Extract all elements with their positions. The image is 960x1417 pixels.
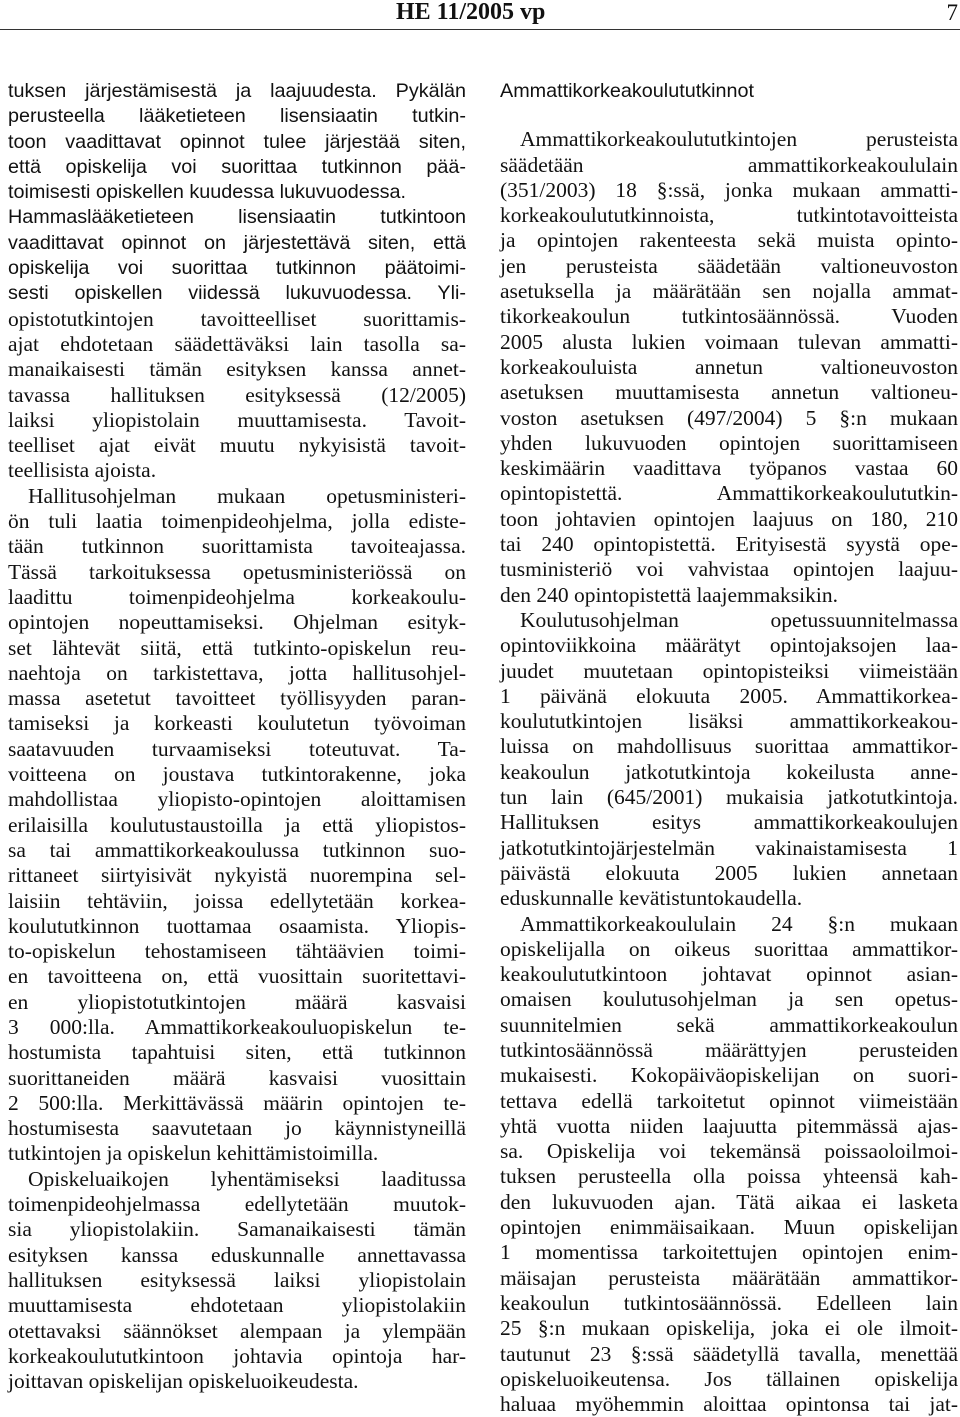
text-line: yhtä vuotta niiden laajuutta pitemmässä ajas- bbox=[500, 1113, 958, 1138]
text-line: 1 momentissa tarkoitettujen opintojen enim- bbox=[500, 1240, 958, 1265]
text-line: naehtoja on tarkistettava, jotta hallitusohjel- bbox=[8, 660, 466, 685]
text-line: Ammattikorkeakoulututkintojen perusteista bbox=[520, 127, 958, 152]
text-line: keakoulun tutkintosäännössä. Edelleen lain bbox=[500, 1290, 958, 1315]
text-line: tuksen järjestämisestä ja laajuudesta. Pykälän bbox=[8, 80, 466, 102]
text-line: tai 240 opintopistettä. Erityisestä syystä ope- bbox=[500, 532, 958, 557]
text-line: manaikaisesti tämän esityksen kanssa annet- bbox=[8, 357, 466, 382]
text-line: tavassa hallituksen esityksessä (12/2005) bbox=[8, 382, 466, 407]
text-line: opintoviikkoina määrätyt opintojaksojen laa- bbox=[500, 633, 958, 658]
text-line: Opiskeluaikojen lyhentämiseksi laaditussa bbox=[28, 1166, 466, 1191]
section-heading: Ammattikorkeakoulututkinnot bbox=[500, 80, 754, 102]
text-line: keakoulututkintoon johtavat opinnot asian- bbox=[500, 962, 958, 987]
text-line: keakoulun jatkotutkintoja kokeilusta anne- bbox=[500, 759, 958, 784]
text-line: asetuksen muuttamisesta annetun valtioneu- bbox=[500, 380, 958, 405]
text-line: asetuksella ja määrätään sen nojalla ammat- bbox=[500, 279, 958, 304]
text-line: rittaneet siirtyisivät nykyistä nuorempina sel- bbox=[8, 863, 466, 888]
text-line: tikorkeakoulun tutkintosäännössä. Vuoden bbox=[500, 304, 958, 329]
text-line: tautunut 23 §:ssä säädetyllä tavalla, menettää bbox=[500, 1341, 958, 1366]
text-line: opiskelijalla on oikeus suorittaa ammattikor- bbox=[500, 936, 958, 961]
text-line: laisiin tehtäviin, joissa edellytetään korkea- bbox=[8, 888, 466, 913]
text-line: tun lain (645/2001) mukaisia jatkotutkintoja. bbox=[500, 785, 958, 810]
text-line: luissa on mahdollisuus suorittaa ammattikor- bbox=[500, 734, 958, 759]
text-line: opintopistettä. Ammattikorkeakoulututkin- bbox=[500, 481, 958, 506]
text-line: tettava edellä tarkoitetut opinnot viimeistään bbox=[500, 1088, 958, 1113]
text-line: laadittu toimenpideohjelma korkeakoulu- bbox=[8, 584, 466, 609]
text-line: jatkotutkintojärjestelmän vakinaistamisesta 1 bbox=[500, 835, 958, 860]
text-line: korkeakoulututkintoon johtavia opintoja har- bbox=[8, 1343, 466, 1368]
text-line: sia yliopistolakiin. Samanaikaisesti tämän bbox=[8, 1217, 466, 1242]
text-line: opintojen nopeuttamiseksi. Ohjelman esityk- bbox=[8, 610, 466, 635]
document-id: HE 11/2005 vp bbox=[396, 0, 546, 25]
text-line: mäisajan perusteista määrätään ammattikor- bbox=[500, 1265, 958, 1290]
header-rule bbox=[0, 29, 960, 30]
text-line: omaisen koulutusohjelman ja sen opetus- bbox=[500, 987, 958, 1012]
text-line: tutkintosäännössä määrättyjen perusteiden bbox=[500, 1037, 958, 1062]
text-line: tusministeriö voi vahvistaa opintojen laajuu- bbox=[500, 557, 958, 582]
text-line: Koulutusohjelman opetussuunnitelmassa bbox=[520, 607, 958, 632]
text-line: sa. Opiskelija voi tekemänsä poissaoloilmoi- bbox=[500, 1139, 958, 1164]
text-line: en yliopistotutkintojen määrä kasvaisi bbox=[8, 989, 466, 1014]
text-line: den lukuvuoden ajan. Tätä aikaa ei lasketa bbox=[500, 1189, 958, 1214]
text-line: laiksi yliopistolain muuttamisesta. Tavoit- bbox=[8, 407, 466, 432]
text-line: teelliset ajat eivät muutu nykyisistä tavoit- bbox=[8, 433, 466, 458]
text-line: en tavoitteena on, että vuosittain suoritettavi- bbox=[8, 964, 466, 989]
text-line: jen perusteista säädetään valtioneuvoston bbox=[500, 253, 958, 278]
text-line: päivästä elokuuta 2005 lukien annetaan bbox=[500, 860, 958, 885]
text-line: saatavuuden turvaamiseksi toteutuvat. Ta- bbox=[8, 736, 466, 761]
text-line: eduskunnalle kevätistuntokaudella. bbox=[500, 886, 803, 911]
text-line: perusteella lääketieteen lisensiaatin tutkin- bbox=[8, 105, 466, 128]
text-line: hostumisesta saavutetaan jo käynnistyneillä bbox=[8, 1116, 466, 1141]
left-text-column bbox=[8, 79, 466, 1394]
right-text-column bbox=[500, 79, 958, 1417]
page-number: 7 bbox=[946, 0, 958, 25]
page-header bbox=[0, 0, 960, 30]
text-line: suorittaneiden määrä kasvaisi vuosittain bbox=[8, 1065, 466, 1090]
text-line: Ammattikorkeakoululain 24 §:n mukaan bbox=[520, 911, 958, 936]
text-line: vaadittavat opinnot on järjestettävä siten, että bbox=[8, 231, 466, 254]
text-line: hallituksen esityksessä laiksi yliopistolain bbox=[8, 1267, 466, 1292]
text-line: ja opintojen rakenteesta sekä muista opinto- bbox=[500, 228, 958, 253]
text-line: ajat ehdotetaan säädettäväksi lain tasolla sa- bbox=[8, 331, 466, 356]
text-line: 3 000:lla. Ammattikorkeakouluopiskelun te- bbox=[8, 1014, 466, 1039]
text-line: toon johtavien opintojen laajuus on 180, 210 bbox=[500, 506, 958, 531]
text-line: keskimäärin vaadittava työpanos vastaa 60 bbox=[500, 456, 958, 481]
text-line: yhden lukuvuoden opintojen suorittamiseen bbox=[500, 430, 958, 455]
text-line: den 240 opintopistettä laajemmaksikin. bbox=[500, 582, 838, 607]
text-line: säädetään ammattikorkeakoululain bbox=[500, 152, 958, 177]
text-line: Hallituksen esitys ammattikorkeakoulujen bbox=[500, 810, 958, 835]
text-line: toimisesti opiskellen kuudessa lukuvuodessa. bbox=[8, 181, 407, 204]
text-line: suunnitelmien sekä ammattikorkeakoulun bbox=[500, 1012, 958, 1037]
text-line: massa asetetut tavoitteet työllisyyden paran- bbox=[8, 686, 466, 711]
text-line: 2 500:lla. Merkittävässä määrin opintojen te- bbox=[8, 1090, 466, 1115]
text-line: mahdollistaa yliopisto-opintojen aloittamisen bbox=[8, 787, 466, 812]
text-line: erilaisilla koulutustaustoilla ja että yliopistos- bbox=[8, 812, 466, 837]
text-line: tuksen perusteella olla poissa yhteensä kah- bbox=[500, 1164, 958, 1189]
text-line: korkeakouluista annetun valtioneuvoston bbox=[500, 354, 958, 379]
text-line: toimenpideohjelmassa edellytetään muutok- bbox=[8, 1192, 466, 1217]
text-line: 25 §:n mukaan opiskelija, joka ei ole ilmoit- bbox=[500, 1316, 958, 1341]
text-line: otettavaksi säännökset alempaan ja ylempään bbox=[8, 1318, 466, 1343]
text-line: hostumista tapahtuisi siten, että tutkinnon bbox=[8, 1040, 466, 1065]
text-line: Hallitusohjelman mukaan opetusministeri- bbox=[28, 483, 466, 508]
text-line: koulututkintojen lisäksi ammattikorkeakou- bbox=[500, 709, 958, 734]
text-line: että opiskelija voi suorittaa tutkinnon pää- bbox=[8, 155, 466, 178]
text-line: sa tai ammattikorkeakoulussa tutkinnon suo- bbox=[8, 837, 466, 862]
text-line: set lähtevät siitä, että tutkinto-opiskelun reu- bbox=[8, 635, 466, 660]
text-line: teellisista ajoista. bbox=[8, 458, 157, 483]
text-line: juudet muutetaan opintopisteiksi viimeistään bbox=[500, 658, 958, 683]
text-line: opistotutkintojen tavoitteelliset suorittamis- bbox=[8, 306, 466, 331]
text-line: Tässä tarkoituksessa opetusministeriössä on bbox=[8, 559, 466, 584]
text-line: koulututkinnon tuottamaa osaamista. Yliopis- bbox=[8, 913, 466, 938]
text-line: ön tuli laatia toimenpideohjelma, jolla ediste- bbox=[8, 509, 466, 534]
text-line: opintojen enimmäisaikaan. Muun opiskelijan bbox=[500, 1215, 958, 1240]
paragraph-gap bbox=[500, 104, 958, 127]
text-line: to-opiskelun tehostamiseen tähtäävien toimi- bbox=[8, 939, 466, 964]
text-line: (351/2003) 18 §:ssä, jonka mukaan ammatti- bbox=[500, 177, 958, 202]
text-line: voitteena on joustava tutkintorakenne, joka bbox=[8, 762, 466, 787]
text-line: esityksen kanssa eduskunnalle annettavassa bbox=[8, 1242, 466, 1267]
text-line: mukaisesti. Kokopäiväopiskelijan on suori- bbox=[500, 1063, 958, 1088]
text-line: sesti opiskellen viidessä lukuvuodessa. Yli- bbox=[8, 282, 466, 305]
text-line: voston asetuksen (497/2004) 5 §:n mukaan bbox=[500, 405, 958, 430]
text-line: korkeakoulututkinnoista, tutkintotavoitteista bbox=[500, 203, 958, 228]
text-line: Hammaslääketieteen lisensiaatin tutkintoon bbox=[8, 206, 466, 229]
text-line: joittavan opiskelijan opiskeluoikeudesta. bbox=[8, 1369, 359, 1394]
text-line: opiskelija voi suorittaa tutkinnon päätoimi- bbox=[8, 257, 466, 280]
text-line: 2005 alusta lukien voimaan tulevan ammatti- bbox=[500, 329, 958, 354]
text-line: toon vaadittavat opinnot tulee järjestää siten, bbox=[8, 130, 466, 153]
text-line: opiskeluoikeutensa. Jos tällainen opiskelija bbox=[500, 1366, 958, 1391]
text-line: tään tutkinnon suorittamista tavoiteajassa. bbox=[8, 534, 466, 559]
text-line: tamiseksi ja korkeasti koulutetun työvoiman bbox=[8, 711, 466, 736]
text-line: haluaa myöhemmin aloittaa opintonsa tai jat- bbox=[500, 1392, 958, 1417]
text-line: tutkintojen ja opiskelun kehittämistoimilla. bbox=[8, 1141, 379, 1166]
text-line: 1 päivänä elokuuta 2005. Ammattikorkea- bbox=[500, 683, 958, 708]
text-line: muuttamisesta ehdotetaan yliopistolakiin bbox=[8, 1293, 466, 1318]
